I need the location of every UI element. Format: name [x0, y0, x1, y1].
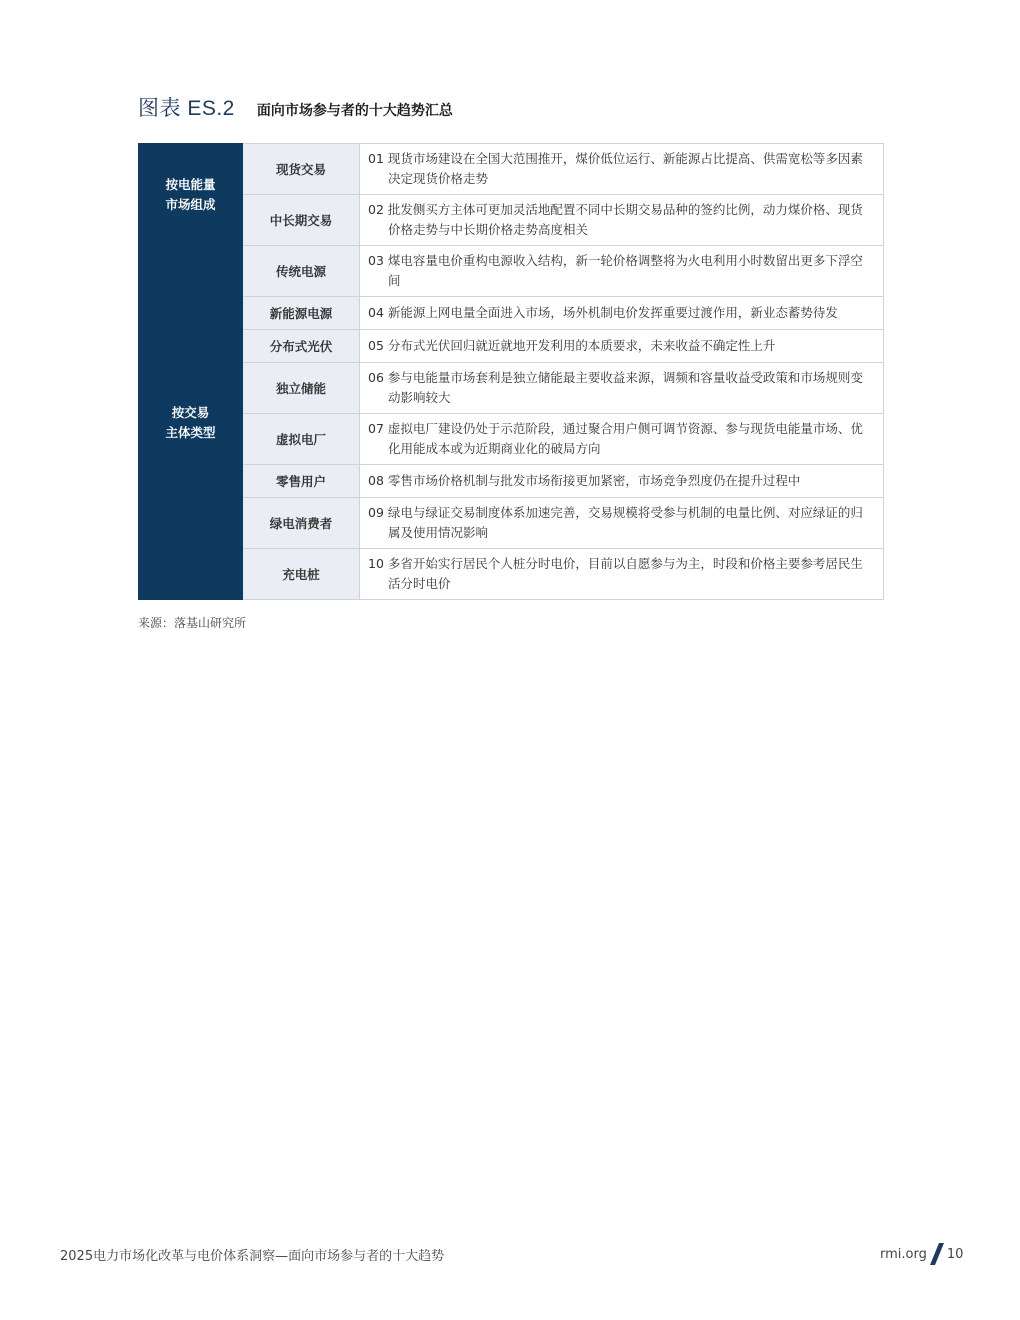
footer-site-link[interactable]: rmi.org [880, 1246, 927, 1262]
trend-text: 现货市场建设在全国大范围推开，煤价低位运行、新能源占比提高、供需宽松等多因素决定现货价格走势 [387, 151, 863, 186]
trend-number: 09 [368, 505, 384, 520]
trend-description [360, 297, 884, 330]
trend-text: 批发侧买方主体可更加灵活地配置不同中长期交易品种的签约比例，动力煤价格、现货价格走势与中长期价格走势高度相关 [387, 202, 863, 237]
subcategory-cell: 新能源电源 [243, 297, 360, 330]
trend-description [360, 363, 884, 414]
trend-text: 煤电容量电价重构电源收入结构，新一轮价格调整将为火电利用小时数留出更多下浮空间 [387, 253, 863, 288]
trend-number: 01 [368, 151, 384, 166]
trend-number: 06 [368, 370, 384, 385]
trend-table [138, 143, 884, 600]
trend-text: 虚拟电厂建设仍处于示范阶段，通过聚合用户侧可调节资源、参与现货电能量市场、优化用能成本或为近期商业化的破局方向 [387, 421, 863, 456]
trend-description [360, 144, 884, 195]
trend-description [360, 330, 884, 363]
figure-title [138, 92, 453, 122]
table-row [139, 144, 884, 195]
subcategory-cell: 虚拟电厂 [243, 414, 360, 465]
trend-description [360, 498, 884, 549]
trend-number: 10 [368, 556, 384, 571]
trend-description [360, 465, 884, 498]
source-note: 来源：落基山研究所 [138, 616, 247, 630]
trend-description [360, 414, 884, 465]
trend-number: 05 [368, 338, 384, 353]
subcategory-cell: 充电桩 [243, 549, 360, 600]
trend-text: 多省开始实行居民个人桩分时电价，目前以自愿参与为主，时段和价格主要参考居民生活分时电价 [387, 556, 863, 591]
group-cell-energy-market [139, 144, 243, 246]
trend-description [360, 246, 884, 297]
table-row [139, 195, 884, 246]
trend-text: 新能源上网电量全面进入市场，场外机制电价发挥重要过渡作用，新业态蓄势待发 [387, 305, 838, 320]
figure-caption: 面向市场参与者的十大趋势汇总 [256, 103, 453, 119]
table-row [139, 246, 884, 297]
subcategory-cell: 独立储能 [243, 363, 360, 414]
group-label-line: 按电能量 [165, 176, 216, 192]
trend-text: 参与电能量市场套利是独立储能最主要收益来源，调频和容量收益受政策和市场规则变动影响较大 [387, 370, 863, 405]
subcategory-cell: 分布式光伏 [243, 330, 360, 363]
trend-description [360, 195, 884, 246]
group-label-line: 市场组成 [165, 196, 216, 212]
subcategory-cell: 零售用户 [243, 465, 360, 498]
subcategory-cell: 中长期交易 [243, 195, 360, 246]
table-row [139, 363, 884, 414]
table-row [139, 414, 884, 465]
trend-text: 零售市场价格机制与批发市场衔接更加紧密，市场竞争烈度仍在提升过程中 [387, 473, 801, 488]
trend-number: 02 [368, 202, 384, 217]
group-label-line: 按交易 [171, 404, 210, 420]
trend-number: 08 [368, 473, 384, 488]
group-label-line: 主体类型 [165, 424, 216, 440]
trend-description [360, 549, 884, 600]
table-row [139, 549, 884, 600]
subcategory-cell: 现货交易 [243, 144, 360, 195]
table-row [139, 297, 884, 330]
table-row [139, 330, 884, 363]
group-cell-participant-type [139, 246, 243, 600]
table-row [139, 465, 884, 498]
figure-label: 图表 ES.2 [138, 97, 235, 120]
table-row [139, 498, 884, 549]
footer-page-info [880, 1243, 963, 1265]
footer-report-title: 2025电力市场化改革与电价体系洞察—面向市场参与者的十大趋势 [60, 1249, 445, 1264]
trend-number: 07 [368, 421, 384, 436]
trend-number: 03 [368, 253, 384, 268]
slash-divider-icon [930, 1243, 944, 1265]
trend-number: 04 [368, 305, 384, 320]
trend-text: 绿电与绿证交易制度体系加速完善，交易规模将受参与机制的电量比例、对应绿证的归属及使用情况影响 [387, 505, 863, 540]
trend-text: 分布式光伏回归就近就地开发利用的本质要求，未来收益不确定性上升 [387, 338, 776, 353]
subcategory-cell: 传统电源 [243, 246, 360, 297]
page-number: 10 [946, 1246, 964, 1262]
subcategory-cell: 绿电消费者 [243, 498, 360, 549]
